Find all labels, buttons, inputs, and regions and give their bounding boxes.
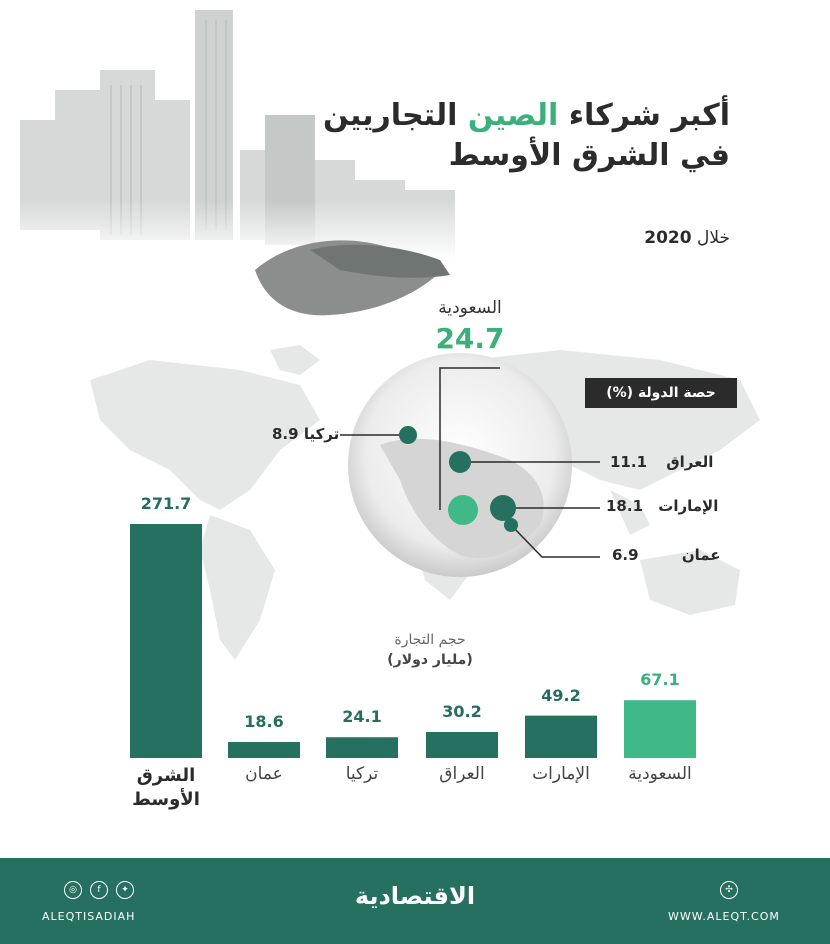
bar-value-1: 67.1 xyxy=(640,670,680,690)
bar-value-5: 18.6 xyxy=(244,711,284,731)
website-link[interactable]: WWW.ALEQT.COM xyxy=(668,910,780,923)
middle-east-label-line2: الأوسط xyxy=(132,789,200,810)
bar-category-3: العراق xyxy=(439,764,485,784)
period-label: خلال xyxy=(696,228,730,248)
bar-category-5: عمان xyxy=(245,764,283,784)
bar-middle-east-total xyxy=(130,524,202,758)
instagram-icon[interactable]: ◎ xyxy=(64,881,82,899)
oman-share-name: عمان xyxy=(681,546,721,564)
bar-category-2: الإمارات xyxy=(532,764,590,784)
brand-logo: الاقتصادية xyxy=(354,882,476,910)
saudi-share-name: السعودية xyxy=(438,298,502,318)
title-highlight: الصين xyxy=(467,98,559,133)
bar-1 xyxy=(624,700,696,758)
share-panel-title: حصة الدولة (%) xyxy=(585,378,737,408)
uae-share-name: الإمارات xyxy=(658,497,719,515)
bar-value-3: 30.2 xyxy=(442,701,482,721)
title-part2: التجاريين xyxy=(322,98,458,133)
title-part1: أكبر شركاء xyxy=(568,98,730,133)
bar-3 xyxy=(426,732,498,758)
globe-icon[interactable]: ✣ xyxy=(720,881,738,899)
facebook-icon[interactable]: f xyxy=(90,881,108,899)
saudi-share-value: 24.7 xyxy=(435,322,505,355)
social-handle[interactable]: ALEQTISADIAH xyxy=(42,910,136,923)
bar-value-2: 49.2 xyxy=(541,685,581,705)
oman-share-value: 6.9 xyxy=(612,546,639,564)
trade-volume-label: حجم التجارة xyxy=(394,632,466,648)
bar-category-1: السعودية xyxy=(628,764,692,784)
bar-category-4: تركيا xyxy=(345,764,379,784)
bar-4 xyxy=(326,737,398,758)
bar-value-middle-east-total: 271.7 xyxy=(140,494,192,513)
turkey-share-value: 8.9 xyxy=(272,425,299,443)
twitter-icon[interactable]: ✦ xyxy=(116,881,134,899)
turkey-share-name: تركيا xyxy=(303,425,340,443)
bar-2 xyxy=(525,716,597,758)
period-year: 2020 xyxy=(644,228,692,248)
title-line2: في الشرق الأوسط xyxy=(448,138,730,173)
bar-5 xyxy=(228,742,300,758)
uae-share-value: 18.1 xyxy=(606,497,644,515)
bar-category-middle-east xyxy=(111,764,221,812)
trade-volume-unit: (مليار دولار) xyxy=(387,652,473,668)
iraq-share-value: 11.1 xyxy=(610,453,648,471)
middle-east-label-line1: الشرق xyxy=(136,765,196,786)
iraq-share-name: العراق xyxy=(666,453,714,471)
bar-value-4: 24.1 xyxy=(342,707,382,727)
